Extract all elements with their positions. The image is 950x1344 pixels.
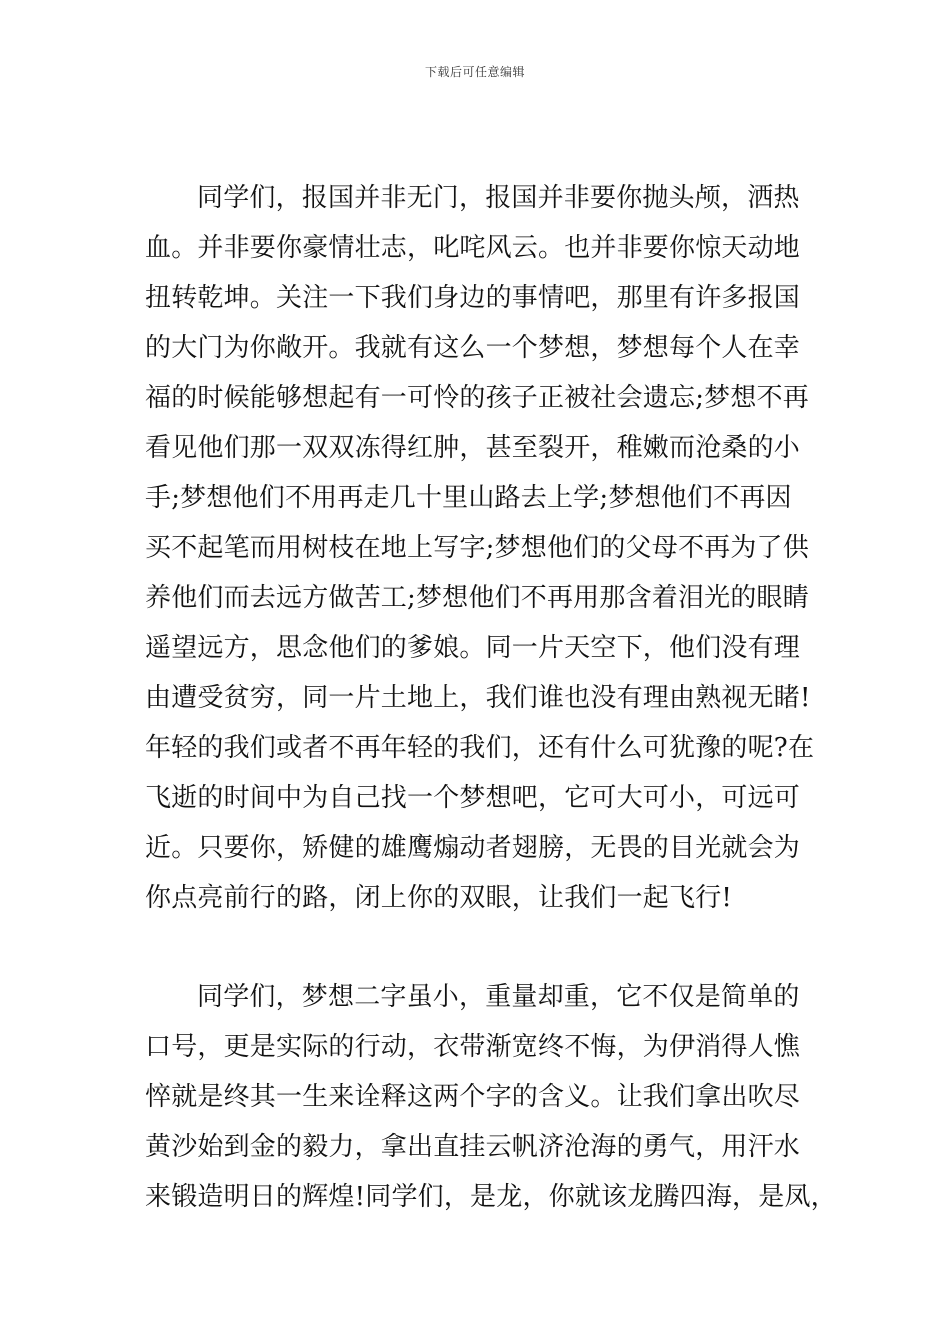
text-line: 看见他们那一双双冻得红肿，甚至裂开，稚嫩而沧桑的小 [145, 433, 801, 463]
text-line: 你点亮前行的路，闭上你的双眼，让我们一起飞行! [145, 883, 733, 913]
text-line: 口号，更是实际的行动，衣带渐宽终不悔，为伊消得人憔 [145, 1032, 801, 1062]
text-line: 飞逝的时间中为自己找一个梦想吧，它可大可小，可远可 [145, 783, 801, 813]
paragraph-1 [145, 173, 825, 923]
text-line: 手;梦想他们不用再走几十里山路去上学;梦想他们不再因 [145, 483, 792, 513]
text-line: 年轻的我们或者不再年轻的我们，还有什么可犹豫的呢?在 [145, 733, 815, 763]
text-line: 遥望远方，思念他们的爹娘。同一片天空下，他们没有理 [145, 633, 801, 663]
text-line: 来锻造明日的辉煌!同学们，是龙，你就该龙腾四海，是凤， [145, 1182, 837, 1212]
text-line: 扭转乾坤。关注一下我们身边的事情吧，那里有许多报国 [145, 283, 801, 313]
text-line: 悴就是终其一生来诠释这两个字的含义。让我们拿出吹尽 [145, 1082, 801, 1112]
paragraph-2 [145, 972, 837, 1222]
text-line: 同学们，梦想二字虽小，重量却重，它不仅是简单的 [197, 982, 800, 1012]
text-line: 养他们而去远方做苦工;梦想他们不再用那含着泪光的眼睛 [145, 583, 809, 613]
text-line: 近。只要你，矫健的雄鹰煽动者翅膀，无畏的目光就会为 [145, 833, 801, 863]
text-line: 的大门为你敞开。我就有这么一个梦想，梦想每个人在幸 [145, 333, 801, 363]
page-header-note: 下载后可任意编辑 [424, 65, 525, 79]
text-line: 买不起笔而用树枝在地上写字;梦想他们的父母不再为了供 [145, 533, 809, 563]
text-line: 同学们，报国并非无门，报国并非要你抛头颅，洒热 [197, 183, 800, 213]
text-line: 福的时候能够想起有一可怜的孩子正被社会遗忘;梦想不再 [145, 383, 809, 413]
text-line: 血。并非要你豪情壮志，叱咤风云。也并非要你惊天动地 [145, 233, 801, 263]
text-line: 由遭受贫穷，同一片土地上，我们谁也没有理由熟视无睹! [145, 683, 811, 713]
text-line: 黄沙始到金的毅力，拿出直挂云帆济沧海的勇气，用汗水 [145, 1132, 801, 1162]
